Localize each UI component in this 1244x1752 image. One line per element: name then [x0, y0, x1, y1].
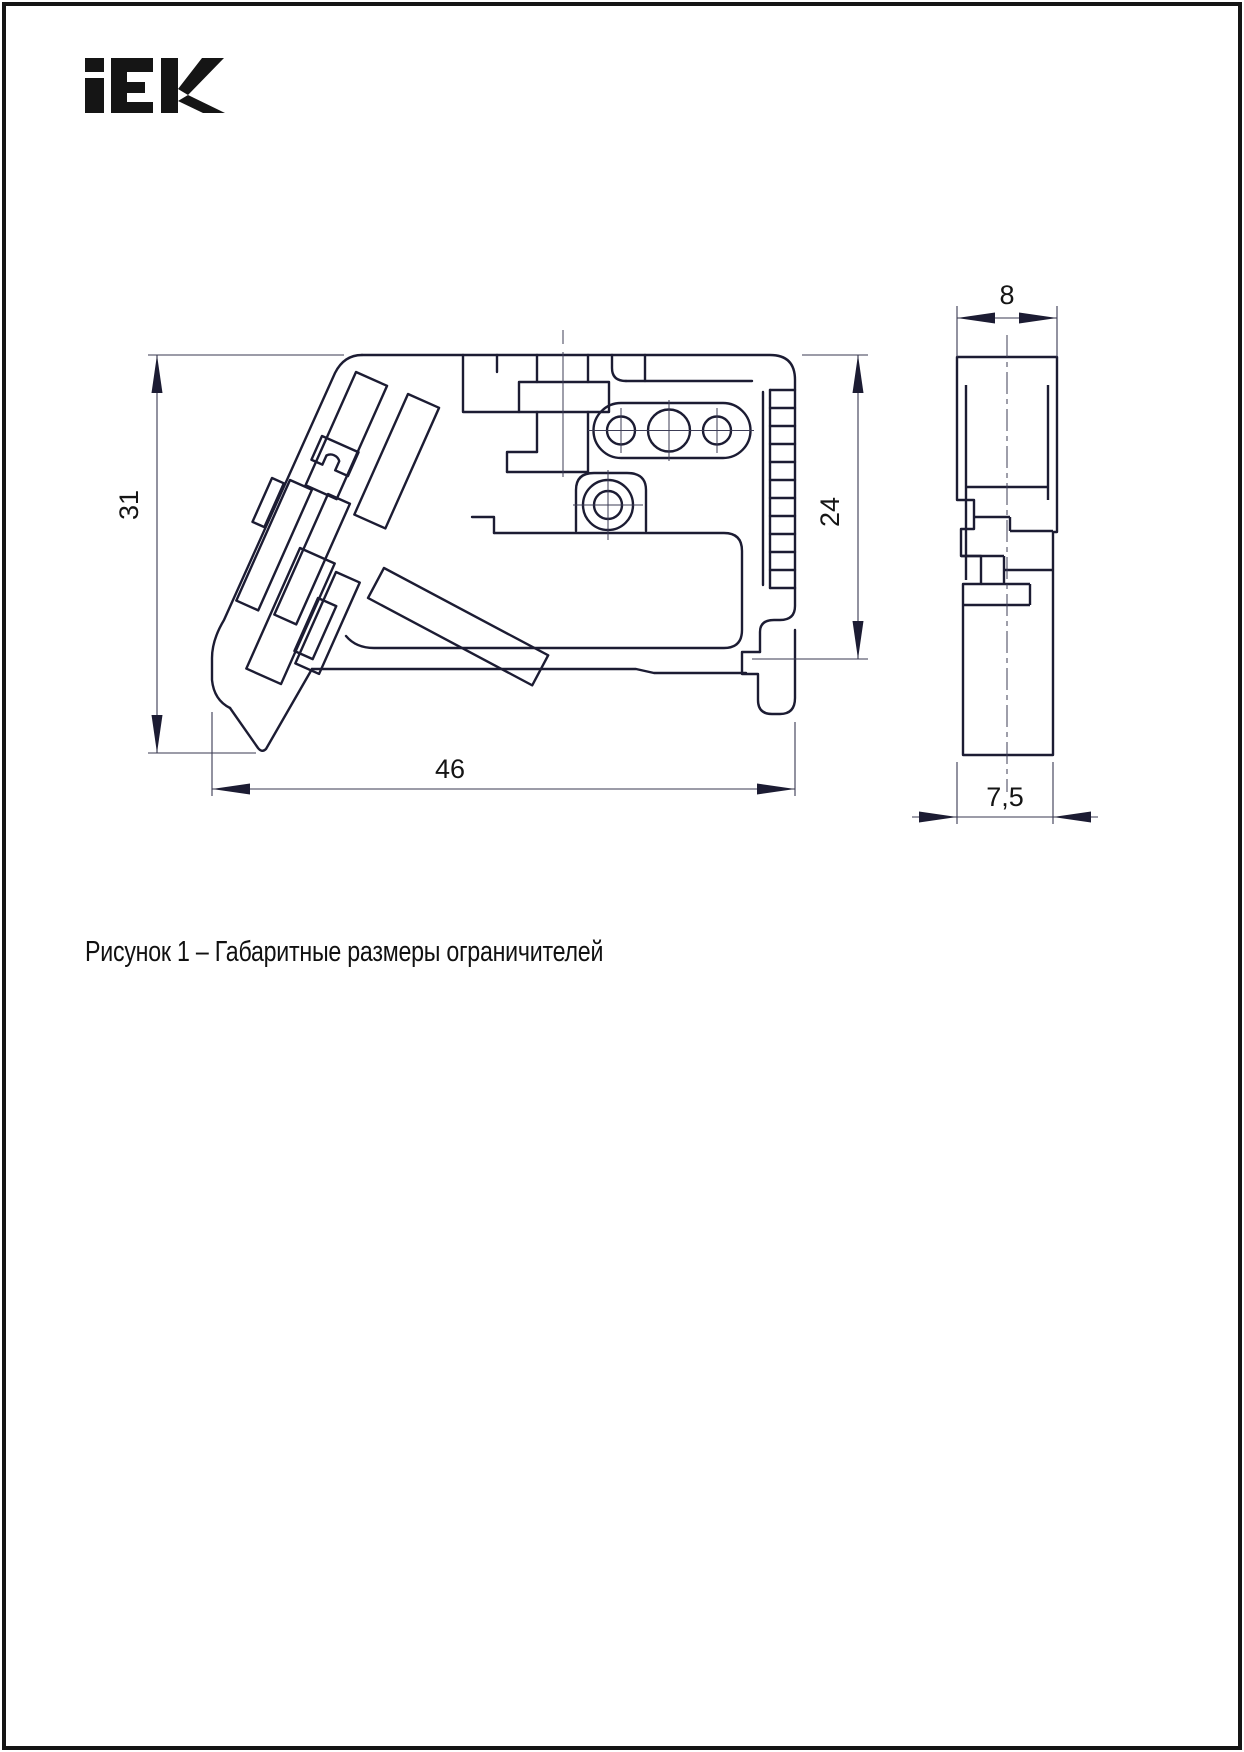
slot-mid-1: [236, 480, 312, 610]
rail-bottom-line: [312, 669, 746, 673]
dim-46-ext-lines: [212, 712, 795, 796]
dimensions: [148, 306, 1098, 824]
main-centerlines: [563, 330, 754, 540]
hole-group: [576, 403, 751, 531]
logo-k-upper-leg: [178, 58, 224, 95]
dim-31-arrow-down: [152, 715, 163, 753]
dim-75-label: 7,5: [986, 782, 1024, 812]
logo-i-stem: [85, 78, 104, 113]
right-foot: [742, 630, 795, 714]
clamp-plate: [519, 382, 609, 412]
foot-clamp-bar: [368, 568, 548, 685]
logo-k-stem: [161, 58, 178, 113]
figure-caption: Рисунок 1 – Габаритные размеры ограничителей: [85, 936, 604, 968]
counterbore-crosshair: [573, 470, 643, 540]
dim-24-arrow-down: [853, 621, 864, 659]
dim-46-label: 46: [434, 754, 466, 784]
slanted-slots: [236, 372, 439, 624]
logo-k-lower-leg: [178, 95, 225, 113]
boss-outline: [576, 473, 646, 531]
dim-24-arrow-up: [853, 355, 864, 393]
screw-shaft-step: [507, 452, 537, 472]
dim-46: [212, 712, 795, 796]
serrated-edge: [770, 390, 795, 588]
dim-8-arrow-left: [957, 313, 995, 324]
foot-bottom: [230, 669, 312, 751]
main-view: [212, 355, 795, 751]
logo-e-top: [111, 58, 153, 72]
dim-8-arrow-right: [1019, 313, 1057, 324]
dim-46-arrow-left: [212, 784, 250, 795]
dim-24-label: 24: [815, 496, 845, 528]
logo-e-bot: [111, 102, 153, 113]
dim-31-arrow-up: [152, 355, 163, 393]
screw-left-shoulder: [463, 355, 519, 412]
foot-clamp-details: [246, 548, 548, 685]
slot-mid-2: [274, 494, 350, 624]
cavity-step-left: [472, 517, 494, 533]
iek-logo: [85, 58, 225, 113]
slot-upper-2: [354, 394, 439, 528]
top-s-notch: [612, 355, 626, 381]
dim-46-arrow-right: [757, 784, 795, 795]
dim-31-label: 31: [114, 489, 144, 521]
slot-upper-1: [306, 372, 387, 499]
right-elbow: [760, 588, 795, 652]
dim-75-arrow-left: [919, 812, 957, 823]
logo-i-dot: [85, 58, 104, 72]
dim-75-arrow-right: [1053, 812, 1091, 823]
logo-e-mid: [127, 82, 145, 93]
cavity-rail-top: [346, 533, 742, 648]
dim-8-label: 8: [999, 280, 1015, 310]
